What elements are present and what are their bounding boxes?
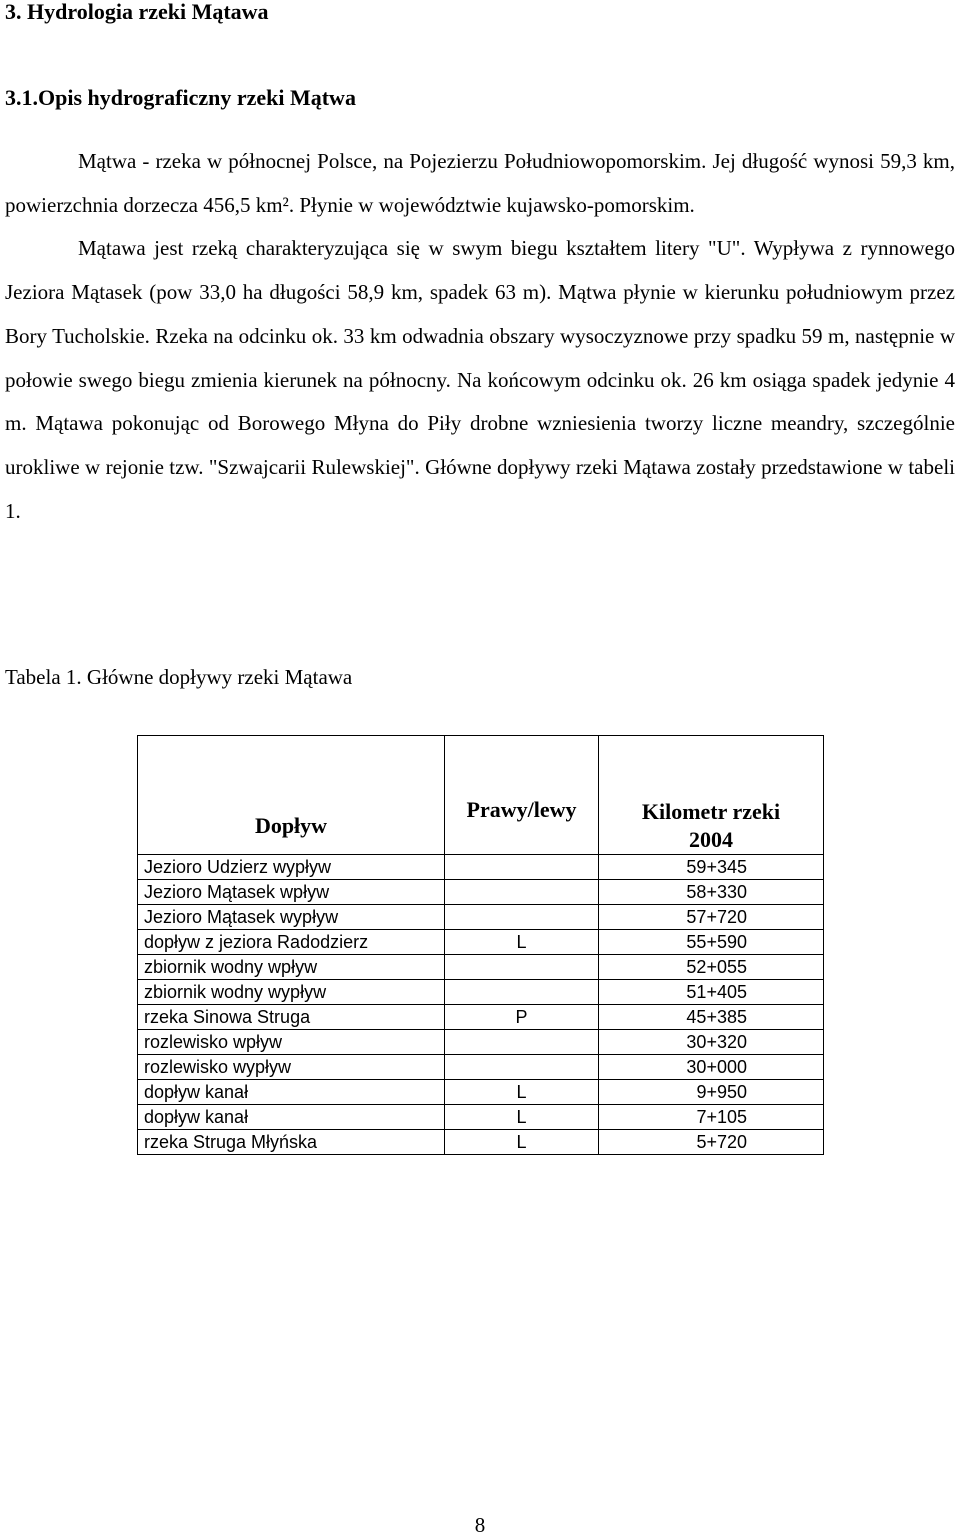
cell-side	[445, 880, 599, 905]
cell-river-km: 9+950	[599, 1080, 824, 1105]
cell-river-km: 55+590	[599, 930, 824, 955]
header-side: Prawy/lewy	[445, 736, 599, 855]
table-row	[138, 1080, 824, 1105]
cell-tributary: rzeka Struga Młyńska	[138, 1130, 445, 1155]
cell-river-km: 57+720	[599, 905, 824, 930]
cell-tributary: rozlewisko wypływ	[138, 1055, 445, 1080]
cell-side: L	[445, 1105, 599, 1130]
table-row	[138, 1030, 824, 1055]
cell-side	[445, 1030, 599, 1055]
paragraph-description: Mątawa jest rzeką charakteryzująca się w swym biegu kształtem litery "U". Wypływa z rynnowego Jeziora Mątasek (pow 33,0 ha długości 58,9 km, spadek 63 m). Mątwa płynie w kierunku południowym przez Bory Tucholskie. Rzeka na odcinku ok. 33 km odwadnia obszary wysoczyznowe przy spadku 59 m, następnie w połowie swego biegu zmienia kierunek na północny. Na końcowym odcinku ok. 26 km osiąga spadek jedynie 4 m. Mątawa pokonując od Borowego Młyna do Piły drobne wzniesienia tworzy liczne meandry, szczególnie urokliwe w rejonie tzw. "Szwajcarii Rulewskiej". Główne dopływy rzeki Mątawa zostały przedstawione w tabeli 1.	[5, 236, 955, 523]
cell-side	[445, 955, 599, 980]
table-row	[138, 1005, 824, 1030]
cell-river-km: 59+345	[599, 855, 824, 880]
cell-river-km: 58+330	[599, 880, 824, 905]
table-row	[138, 880, 824, 905]
cell-river-km: 51+405	[599, 980, 824, 1005]
body-text	[5, 140, 955, 533]
cell-side	[445, 855, 599, 880]
section-title: 3. Hydrologia rzeki Mątawa	[5, 0, 269, 24]
header-river-km	[599, 736, 824, 855]
cell-river-km: 30+000	[599, 1055, 824, 1080]
cell-river-km: 5+720	[599, 1130, 824, 1155]
table-row	[138, 1055, 824, 1080]
tributaries-table	[137, 735, 824, 1155]
cell-river-km: 7+105	[599, 1105, 824, 1130]
cell-tributary: dopływ kanał	[138, 1080, 445, 1105]
cell-side	[445, 1055, 599, 1080]
table-row	[138, 905, 824, 930]
cell-side: P	[445, 1005, 599, 1030]
cell-side: L	[445, 1130, 599, 1155]
table-row	[138, 1130, 824, 1155]
cell-tributary: rozlewisko wpływ	[138, 1030, 445, 1055]
cell-side: L	[445, 1080, 599, 1105]
header-river-km-line1: Kilometr rzeki	[641, 799, 781, 824]
table-row	[138, 980, 824, 1005]
table-row	[138, 1105, 824, 1130]
table-row	[138, 930, 824, 955]
table-row	[138, 855, 824, 880]
cell-tributary: zbiornik wodny wypływ	[138, 980, 445, 1005]
cell-river-km: 30+320	[599, 1030, 824, 1055]
table-row	[138, 955, 824, 980]
cell-river-km: 52+055	[599, 955, 824, 980]
cell-side	[445, 980, 599, 1005]
cell-side: L	[445, 930, 599, 955]
page-number: 8	[474, 1513, 486, 1537]
cell-tributary: Jezioro Mątasek wpływ	[138, 880, 445, 905]
cell-river-km: 45+385	[599, 1005, 824, 1030]
cell-tributary: Jezioro Mątasek wypływ	[138, 905, 445, 930]
table-header-row	[138, 736, 824, 855]
table-caption: Tabela 1. Główne dopływy rzeki Mątawa	[5, 665, 353, 689]
cell-tributary: dopływ kanał	[138, 1105, 445, 1130]
subsection-title: 3.1.Opis hydrograficzny rzeki Mątwa	[5, 85, 356, 110]
header-tributary: Dopływ	[138, 736, 445, 855]
header-river-km-line2: 2004	[689, 827, 733, 852]
table-body	[138, 855, 824, 1155]
cell-tributary: Jezioro Udzierz wypływ	[138, 855, 445, 880]
cell-tributary: dopływ z jeziora Radodzierz	[138, 930, 445, 955]
cell-tributary: zbiornik wodny wpływ	[138, 955, 445, 980]
paragraph-intro: Mątwa - rzeka w północnej Polsce, na Pojezierzu Południowopomorskim. Jej długość wynosi 59,3 km, powierzchnia dorzecza 456,5 km². Płynie w województwie kujawsko-pomorskim.	[5, 149, 955, 217]
cell-side	[445, 905, 599, 930]
cell-tributary: rzeka Sinowa Struga	[138, 1005, 445, 1030]
